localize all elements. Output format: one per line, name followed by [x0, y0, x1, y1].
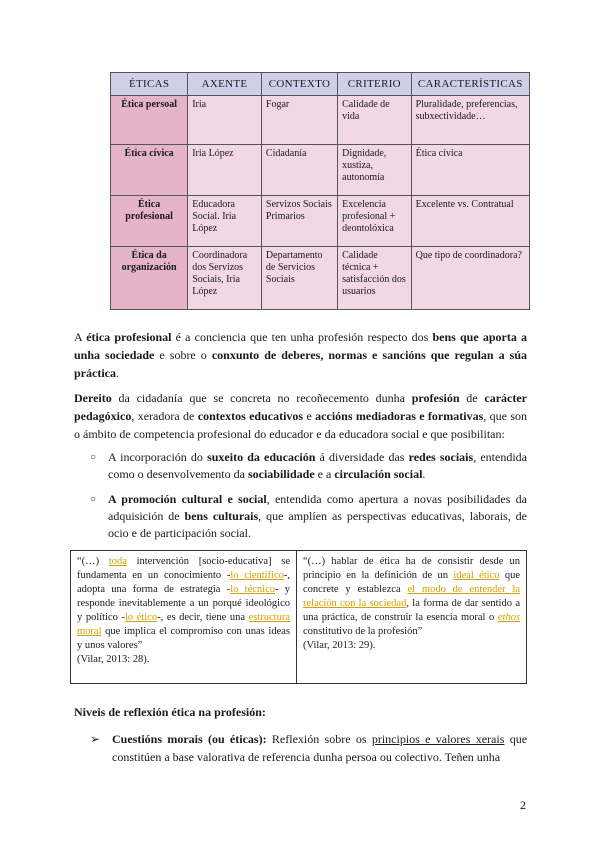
cell-axente: Iria	[188, 96, 262, 145]
bold-text: sociabilidade	[247, 467, 315, 481]
text: e sobre o	[154, 348, 212, 362]
text: , que son o ámbito de competencia profesional do educador e da educadora social e que posibilitan:	[74, 409, 527, 441]
ethics-table	[110, 72, 530, 310]
header-criterio: CRITERIO	[338, 73, 411, 96]
text: que implica el compromiso con unas ideas y unos valores”	[77, 626, 290, 651]
bullet-text	[108, 491, 527, 542]
bullet-item-suxeito	[90, 449, 527, 483]
text: é a conciencia que ten unha profesión respecto dos	[171, 330, 433, 344]
text: e a	[314, 467, 335, 481]
cell-axente: Iria López	[188, 145, 262, 196]
header-eticas: ÉTICAS	[111, 73, 188, 96]
text: e	[303, 409, 316, 423]
bold-text: Cuestións morais (ou éticas):	[112, 732, 267, 746]
header-caracteristicas: CARACTERÍSTICAS	[411, 73, 529, 96]
text: -, adopta una forma de estrategia -	[77, 570, 290, 595]
paragraph-etica-profesional	[74, 328, 527, 382]
circle-bullet-icon: ○	[90, 494, 97, 505]
section-title: Niveis de reflexión ética na profesión:	[74, 705, 266, 719]
text: de	[459, 391, 485, 405]
cell-axente: Educadora Social. Iria López	[188, 196, 262, 247]
cell-caracteristicas: Ética cívica	[411, 145, 529, 196]
text: da cidadanía que se concreta no recoñecemento dunha	[111, 391, 412, 405]
cell-caracteristicas: Que tipo de coordinadora?	[411, 247, 529, 310]
paragraph-dereito	[74, 389, 527, 443]
text: , que amplíen as perspectivas educativas, laborais, de ocio e de participación social.	[108, 509, 527, 540]
arrow-item-text	[112, 730, 527, 766]
text: á diversidade das	[315, 450, 409, 464]
cell-contexto: Departamento de Servicios Sociais	[261, 247, 337, 310]
bold-text: Dereito	[74, 391, 112, 405]
underlined-text: ideal ético	[453, 570, 500, 581]
quote-right	[297, 551, 526, 683]
cell-criterio: Calidade de vida	[338, 96, 411, 145]
text: , xeradora de	[131, 409, 198, 423]
text: intervención [socio-educativa] se fundamenta en un conocimiento -	[77, 556, 291, 581]
bold-text: profesión	[411, 391, 460, 405]
cell-etica: Ética profesional	[111, 196, 188, 247]
underlined-text: estructura moral	[77, 612, 291, 637]
bold-text: accións mediadoras e formativas	[315, 409, 484, 423]
cell-criterio: Excelencia profesional + deontolóxica	[338, 196, 411, 247]
bold-text: bens culturais	[184, 509, 259, 523]
cell-caracteristicas: Excelente vs. Contratual	[411, 196, 529, 247]
cell-etica: Ética da organización	[111, 247, 188, 310]
bold-text: ética profesional	[86, 330, 172, 344]
header-contexto: CONTEXTO	[261, 73, 337, 96]
circle-bullet-icon: ○	[90, 452, 97, 463]
cell-axente: Coordinadora dos Servizos Sociais, Iria López	[188, 247, 262, 310]
underlined-text: lo científico	[230, 570, 284, 581]
underlined-text: principios e valores xerais	[371, 732, 505, 746]
underlined-text: ethos	[497, 612, 520, 623]
cell-contexto: Fogar	[261, 96, 337, 145]
text: A incorporación do	[108, 450, 208, 464]
underlined-text: lo ético	[124, 612, 158, 623]
header-axente: AXENTE	[188, 73, 262, 96]
arrow-item-cuestions-morais	[90, 730, 527, 766]
bullet-item-promocion	[90, 491, 527, 542]
bold-text: bens que aporta a unha sociedade	[74, 330, 527, 362]
table-row	[111, 196, 530, 247]
text: que constitúen a base valorativa de referencia dunha persoa ou colectivo. Teñen unha	[112, 732, 528, 764]
text: constitutivo de la profesión”	[303, 626, 423, 637]
cell-etica: Ética cívica	[111, 145, 188, 196]
cell-etica: Ética persoal	[111, 96, 188, 145]
bold-text: redes sociais	[408, 450, 474, 464]
cell-caracteristicas: Pluralidade, preferencias, subxectividade…	[411, 96, 529, 145]
bold-text: A promoción cultural e social	[108, 492, 267, 506]
bold-text: carácter pedagóxico	[74, 391, 528, 423]
cell-contexto: Cidadanía	[261, 145, 337, 196]
text: .	[422, 467, 426, 481]
citation: (Vilar, 2013: 28).	[77, 654, 150, 665]
bold-text: circulación social	[334, 467, 423, 481]
table-header-row	[111, 73, 530, 96]
bold-text: suxeito da educación	[207, 450, 316, 464]
text: -, es decir, tiene una	[157, 612, 249, 623]
text: , entendida como apertura a novas posibilidades da adquisición de	[108, 492, 527, 523]
table-row	[111, 96, 530, 145]
page-number: 2	[520, 798, 526, 812]
text: Reflexión sobre os	[266, 732, 372, 746]
bold-text: contextos educativos	[197, 409, 304, 423]
quote-left	[71, 551, 297, 683]
bullet-text	[108, 449, 527, 483]
text: A	[74, 330, 87, 344]
text: - y responde inevitablemente a un porqué ideológico y político -	[77, 584, 291, 623]
text: , la forma de dar sentido a una práctica, de construir la esencia moral o	[303, 598, 520, 623]
quote-box	[70, 550, 527, 684]
text: , entendida como o desenvolvemento da	[108, 450, 527, 481]
text: “(…) hablar de ética ha de consistir desde un principio en la definición de un	[303, 556, 520, 581]
cell-criterio: Calidade técnica + satisfacción dos usuarios	[338, 247, 411, 310]
underlined-text: el modo de entender la relación con la sociedad	[303, 584, 520, 609]
text: “(…)	[77, 556, 109, 567]
cell-contexto: Servizos Sociais Primarios	[261, 196, 337, 247]
text: .	[115, 366, 119, 380]
cell-criterio: Dignidade, xustiza, autonomía	[338, 145, 411, 196]
table-row	[111, 247, 530, 310]
text: que concrete y establezca	[303, 570, 520, 595]
citation: (Vilar, 2013: 29).	[303, 640, 376, 651]
table-row	[111, 145, 530, 196]
arrow-bullet-icon: ➢	[90, 732, 101, 746]
underlined-text: toda	[108, 556, 127, 567]
bold-text: conxunto de deberes, normas e sancións que regulan a súa práctica	[74, 348, 527, 380]
underlined-text: lo técnico	[230, 584, 275, 595]
